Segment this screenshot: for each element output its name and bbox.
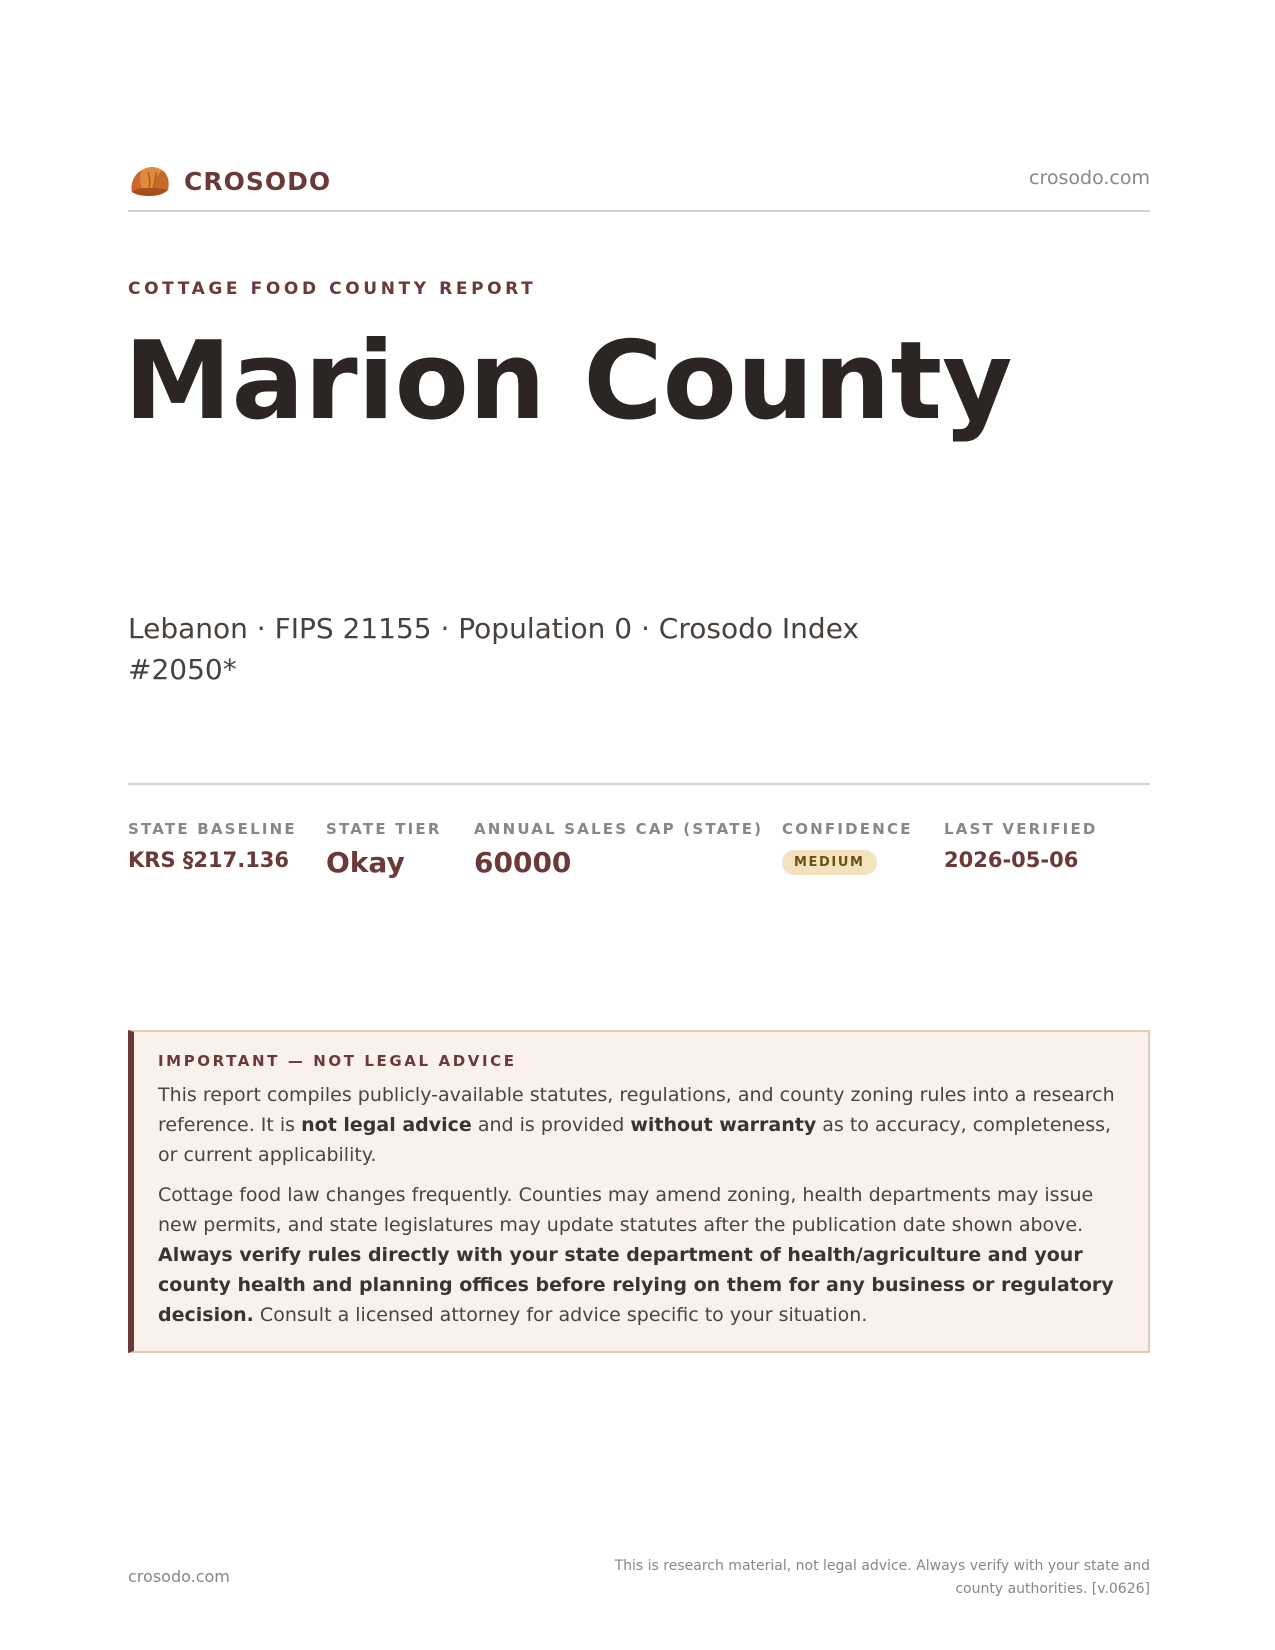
stat-label: LAST VERIFIED (944, 820, 1098, 838)
notice-text: as to accuracy, completeness, or current applicability. (158, 1114, 1112, 1166)
notice-emphasis: not legal advice (301, 1114, 472, 1136)
brand (128, 162, 331, 200)
report-subtitle: Lebanon · FIPS 21155 · Population 0 · Crosodo Index #2050* (128, 612, 859, 686)
legal-notice (128, 1030, 1150, 1353)
notice-text: This report compiles publicly-available statutes, regulations, and county zoning rules into a research reference. It is (158, 1084, 1115, 1136)
header-site-url[interactable]: crosodo.com (1029, 167, 1150, 189)
brand-name: CROSODO (184, 166, 332, 196)
notice-text: and is provided (471, 1114, 631, 1136)
page-header (128, 160, 1150, 212)
footer-site-url[interactable]: crosodo.com (128, 1567, 230, 1586)
stat-annual-sales-cap (474, 820, 763, 879)
stat-label: STATE TIER (326, 820, 442, 838)
report-eyebrow: COTTAGE FOOD COUNTY REPORT (128, 279, 537, 299)
notice-paragraph (158, 1080, 1126, 1170)
notice-title: IMPORTANT — NOT LEGAL ADVICE (158, 1052, 517, 1070)
stat-value: 2026-05-06 (944, 848, 1079, 872)
notice-text: Cottage food law changes frequently. Counties may amend zoning, health departments may issue new permits, and state legislatures may update statutes after the publication date shown above. (158, 1184, 1094, 1236)
stat-confidence (782, 820, 913, 875)
stat-value: Okay (326, 846, 405, 879)
stat-value: KRS §217.136 (128, 848, 290, 872)
stat-value: 60000 (474, 846, 572, 879)
stat-label: CONFIDENCE (782, 820, 913, 838)
stat-label: STATE BASELINE (128, 820, 297, 838)
stat-label: ANNUAL SALES CAP (STATE) (474, 820, 764, 838)
notice-paragraph (158, 1180, 1126, 1330)
stat-state-baseline (128, 820, 297, 872)
page-title: Marion County (124, 319, 1013, 444)
notice-text: Consult a licensed attorney for advice specific to your situation. (253, 1304, 868, 1326)
stat-last-verified (944, 820, 1098, 872)
notice-emphasis: Always verify rules directly with your state department of health/agriculture and your county health and planning offices before relying on them for any business or regulatory decision. (158, 1244, 1114, 1326)
confidence-badge: MEDIUM (782, 850, 877, 875)
croissant-icon (128, 162, 170, 200)
stat-state-tier (326, 820, 442, 879)
notice-emphasis: without warranty (630, 1114, 817, 1136)
footer-disclaimer: This is research material, not legal advice. Always verify with your state and county authorities. [v.0626] (614, 1558, 1150, 1597)
section-divider (128, 783, 1150, 785)
